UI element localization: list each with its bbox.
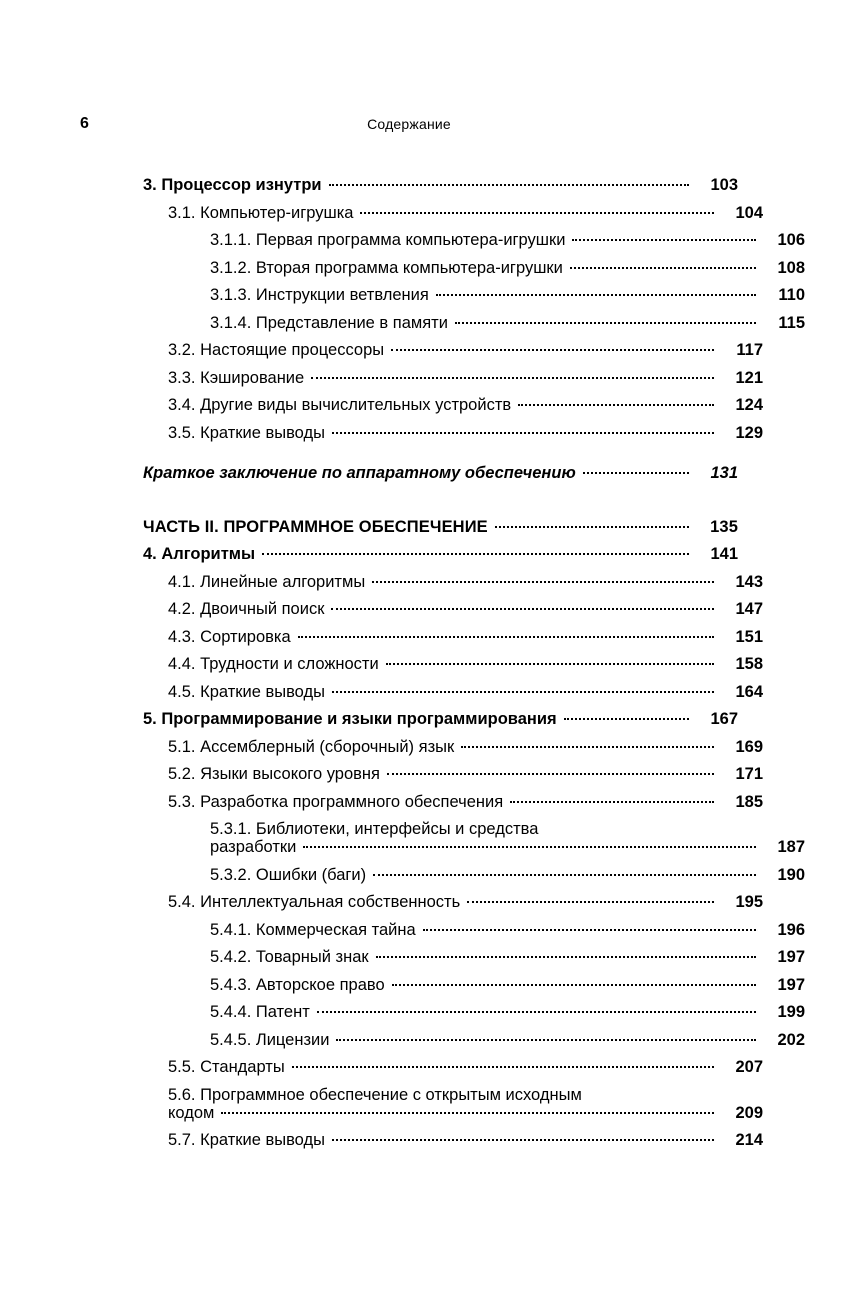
toc-entry-label: 5.2. Языки высокого уровня [168, 765, 380, 783]
toc-leader-dots [292, 1060, 714, 1068]
toc-leader-dots [423, 923, 756, 931]
toc-leader-dots [221, 1106, 714, 1114]
toc-entry[interactable] [168, 396, 763, 414]
toc-leader-dots [570, 261, 756, 269]
toc-entry-label: 3.1.3. Инструкции ветвления [210, 286, 429, 304]
toc-entry-label: 3.5. Краткие выводы [168, 423, 325, 442]
toc-leader-dots [332, 685, 714, 693]
toc-entry[interactable] [168, 1131, 763, 1149]
toc-entry[interactable] [168, 204, 763, 222]
toc-entry-page: 185 [735, 792, 763, 811]
toc-entry-summary[interactable] [143, 464, 738, 482]
toc-entry-page: 199 [777, 1003, 805, 1021]
toc-entry[interactable] [168, 683, 763, 701]
toc-entry[interactable] [210, 314, 805, 332]
toc-entry[interactable] [210, 286, 805, 304]
toc-entry-page: 103 [710, 176, 738, 194]
toc-entry-label: 3.3. Кэширование [168, 368, 305, 387]
toc-leader-dots [332, 426, 714, 434]
toc-leader-dots [336, 1033, 756, 1041]
toc-entry-page: 187 [777, 838, 805, 856]
toc-entry-label: 4. Алгоритмы [143, 545, 256, 563]
toc-leader-dots [298, 630, 714, 638]
toc-leader-dots [386, 657, 714, 665]
toc-entry-page: 117 [736, 341, 763, 359]
toc-entry-wrapped[interactable] [143, 1086, 763, 1122]
toc-entry-label: 3. Процессор изнутри [143, 176, 322, 194]
toc-entry-page: 171 [735, 765, 763, 783]
toc-entry[interactable] [168, 765, 763, 783]
toc-leader-dots [373, 868, 756, 876]
toc-leader-dots [510, 795, 714, 803]
toc-entry[interactable] [168, 369, 763, 387]
toc-entry[interactable] [210, 231, 805, 249]
toc-entry-page: 209 [735, 1103, 763, 1122]
toc-leader-dots [311, 371, 714, 379]
toc-entry[interactable] [210, 1003, 805, 1021]
toc-entry-page: 110 [778, 286, 805, 304]
toc-entry[interactable] [168, 424, 763, 442]
toc-entry-label-line2: кодом [168, 1103, 215, 1122]
toc-entry-label-line1: 5.6. Программное обеспечение с открытым исходным [168, 1085, 582, 1104]
toc-entry[interactable] [168, 628, 763, 646]
toc-entry-label: 5.4. Интеллектуальная собственность [168, 893, 461, 911]
toc-entry-label-line2: разработки [210, 838, 297, 856]
toc-entry-label: 3.1.1. Первая программа компьютера-игрушки [210, 231, 566, 249]
toc-entry[interactable] [168, 893, 763, 911]
toc-leader-dots [376, 950, 756, 958]
toc-leader-dots [461, 740, 714, 748]
toc-entry[interactable] [210, 866, 805, 884]
toc-entry-label: 5.4.4. Патент [210, 1003, 310, 1021]
toc-entry-page: 106 [777, 231, 805, 249]
toc-entry-label: 5.3. Разработка программного обеспечения [168, 792, 504, 811]
toc-leader-dots [572, 233, 756, 241]
toc-leader-dots [372, 575, 714, 583]
toc-leader-dots [455, 316, 756, 324]
toc-entry-label: 3.1.4. Представление в памяти [210, 313, 448, 332]
toc-entry-part[interactable] [143, 518, 738, 536]
page-number: 6 [80, 115, 89, 132]
toc-entry-label: 5. Программирование и языки программирования [143, 710, 557, 728]
toc-entry-page: 141 [710, 545, 738, 563]
toc-entry-label: 4.5. Краткие выводы [168, 682, 325, 701]
toc-entry-label: 5.4.1. Коммерческая тайна [210, 920, 416, 939]
toc-leader-dots [331, 602, 714, 610]
toc-entry-page: 124 [735, 396, 763, 414]
toc-entry-page: 104 [735, 203, 763, 222]
toc-leader-dots [262, 547, 689, 555]
toc-entry-page: 108 [777, 258, 805, 277]
toc-entry[interactable] [210, 921, 805, 939]
toc-entry-page: 115 [778, 313, 805, 332]
toc-leader-dots [332, 1133, 714, 1141]
toc-entry-label: 4.3. Сортировка [168, 627, 291, 646]
toc-entry-wrapped[interactable] [143, 820, 805, 856]
toc-leader-dots [583, 466, 689, 474]
toc-entry-label: 3.2. Настоящие процессоры [168, 341, 385, 359]
toc-entry-page: 143 [735, 572, 763, 591]
toc-entry-label: ЧАСТЬ II. ПРОГРАММНОЕ ОБЕСПЕЧЕНИЕ [143, 517, 488, 536]
toc-entry-label: 4.1. Линейные алгоритмы [168, 572, 366, 591]
toc-entry-page: 158 [735, 655, 763, 673]
toc-entry-page: 169 [735, 737, 763, 756]
toc-leader-dots [329, 178, 689, 186]
toc-entry-page: 190 [777, 865, 805, 884]
toc-leader-dots [495, 520, 689, 528]
toc-entry-page: 129 [735, 423, 763, 442]
toc-entry[interactable] [143, 176, 738, 194]
toc-entry-page: 121 [735, 368, 763, 387]
toc-entry-label: 5.5. Стандарты [168, 1058, 285, 1076]
toc-entry-label: 5.3.2. Ошибки (баги) [210, 865, 367, 884]
toc-entry-page: 131 [710, 463, 738, 482]
toc-entry-page: 214 [735, 1131, 763, 1149]
toc-entry-page: 195 [735, 893, 763, 911]
toc-entry-page: 151 [735, 627, 763, 646]
toc-entry-page: 207 [735, 1058, 763, 1076]
toc-entry-page: 167 [710, 710, 738, 728]
toc-leader-dots [303, 840, 756, 848]
toc-leader-dots [317, 1005, 756, 1013]
toc-entry-label: 5.4.2. Товарный знак [210, 948, 369, 966]
toc-leader-dots [387, 767, 714, 775]
toc-entry[interactable] [168, 655, 763, 673]
toc-entry[interactable] [168, 600, 763, 618]
toc-entry-page: 202 [777, 1030, 805, 1049]
toc-entry-page: 147 [735, 600, 763, 618]
toc-entry-label: 5.4.5. Лицензии [210, 1030, 330, 1049]
toc-leader-dots [518, 398, 714, 406]
toc-leader-dots [436, 288, 756, 296]
toc-entry-page: 197 [777, 948, 805, 966]
toc-entry-label: 4.4. Трудности и сложности [168, 655, 379, 673]
toc-entry-label: 3.4. Другие виды вычислительных устройств [168, 396, 512, 414]
running-title: Содержание [367, 116, 451, 132]
toc-entry-label-line1: 5.3.1. Библиотеки, интерфейсы и средства [210, 820, 539, 838]
toc-leader-dots [391, 343, 714, 351]
toc-entry-label: 5.1. Ассемблерный (сборочный) язык [168, 737, 455, 756]
page-header [80, 112, 738, 136]
toc-entry-label: 5.4.3. Авторское право [210, 975, 385, 994]
toc-entry-label: 5.7. Краткие выводы [168, 1131, 325, 1149]
toc-leader-dots [467, 895, 714, 903]
toc-leader-dots [392, 978, 756, 986]
table-of-contents [143, 176, 805, 1159]
toc-entry-page: 135 [710, 517, 738, 536]
toc-leader-dots [360, 206, 714, 214]
toc-leader-dots [564, 712, 689, 720]
toc-entry[interactable] [168, 1058, 763, 1076]
toc-entry[interactable] [143, 545, 738, 563]
toc-entry[interactable] [210, 976, 805, 994]
toc-entry-page: 164 [735, 682, 763, 701]
toc-entry[interactable] [168, 738, 763, 756]
toc-entry[interactable] [168, 793, 763, 811]
toc-entry-label: 3.1.2. Вторая программа компьютера-игрушки [210, 258, 563, 277]
toc-entry-label: 4.2. Двоичный поиск [168, 600, 325, 618]
toc-entry[interactable] [210, 948, 805, 966]
toc-entry[interactable] [210, 259, 805, 277]
toc-entry[interactable] [168, 573, 763, 591]
toc-entry[interactable] [143, 710, 738, 728]
toc-entry-page: 196 [777, 920, 805, 939]
toc-entry-label: Краткое заключение по аппаратному обеспечению [143, 463, 576, 482]
toc-entry[interactable] [210, 1031, 805, 1049]
toc-entry[interactable] [168, 341, 763, 359]
toc-entry-label: 3.1. Компьютер-игрушка [168, 203, 354, 222]
toc-entry-page: 197 [777, 975, 805, 994]
